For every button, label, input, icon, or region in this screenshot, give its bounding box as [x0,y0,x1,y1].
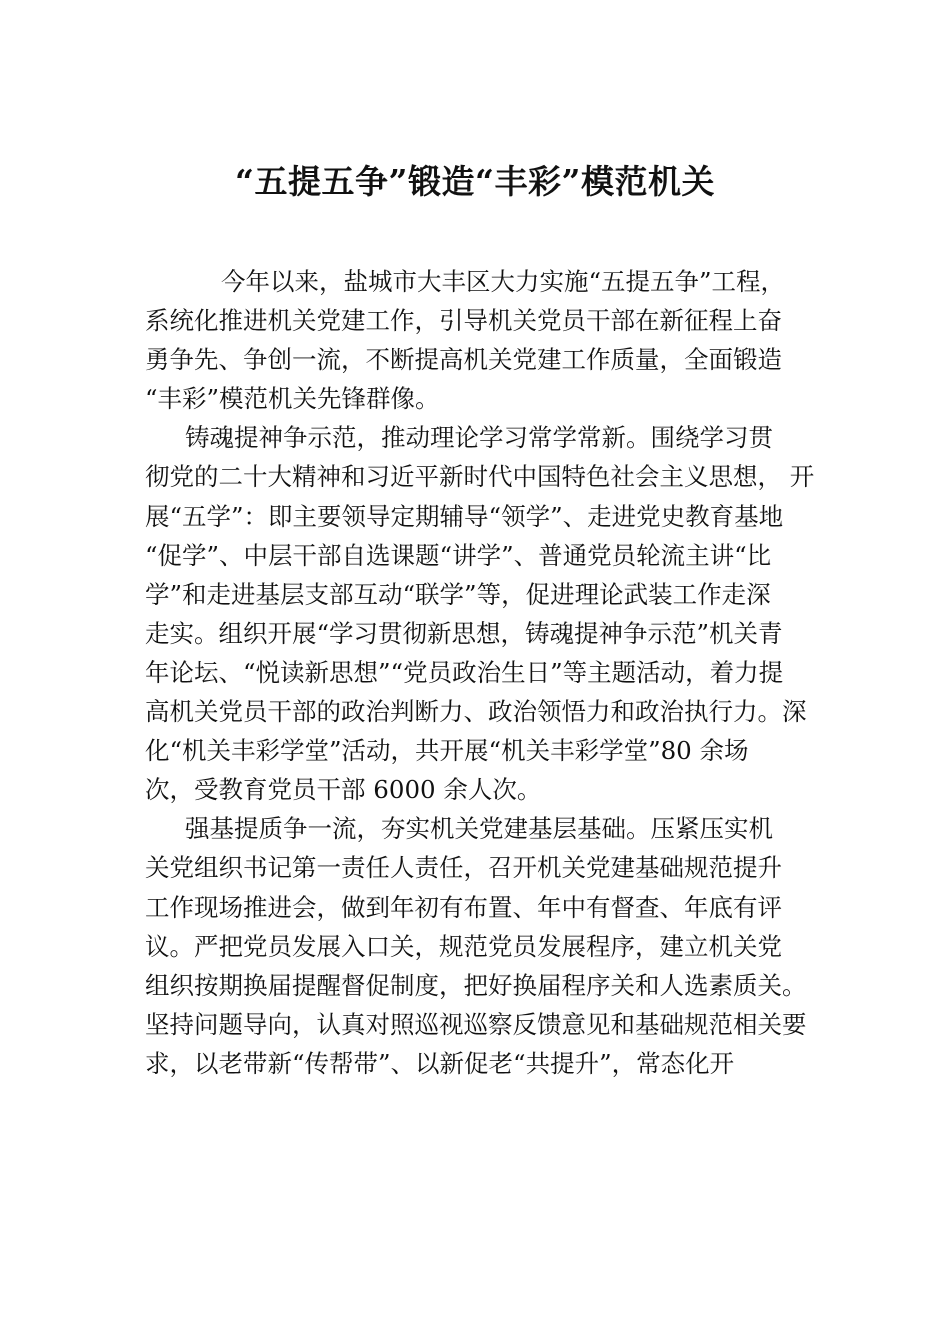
text-line: 彻党的二十大精神和习近平新时代中国特色社会主义思想， 开 [145,462,815,492]
text-line: 关党组织书记第一责任人责任，召开机关党建基础规范提升 [145,853,782,883]
text-line: 走实。组织开展“学习贯彻新思想，铸魂提神争示范”机关青 [145,618,783,648]
text-line: 议。严把党员发展入口关，规范党员发展程序，建立机关党 [145,931,782,961]
text-line: 次，受教育党员干部 6000 余人次。 [145,775,542,805]
paragraph-grassroots [145,809,835,1083]
text-line: 系统化推进机关党建工作，引导机关党员干部在新征程上奋 [145,306,782,336]
text-line: 求，以老带新“传帮带”、以新促老“共提升”，常态化开 [145,1048,735,1078]
text-line: 铸魂提神争示范，推动理论学习常学常新。围绕学习贯 [185,423,773,453]
text-line: 工作现场推进会，做到年初有布置、年中有督查、年底有评 [145,892,782,922]
text-line: 勇争先、争创一流，不断提高机关党建工作质量，全面锻造 [145,345,782,375]
text-line: 坚持问题导向，认真对照巡视巡察反馈意见和基础规范相关要 [145,1009,807,1039]
text-line: 今年以来，盐城市大丰区大力实施“五提五争”工程， [221,267,786,296]
text-line: 高机关党员干部的政治判断力、政治领悟力和政治执行力。深 [145,697,807,727]
text-line: 学”和走进基层支部互动“联学”等，促进理论武装工作走深 [145,579,771,609]
document-body [145,262,835,1083]
text-line: 年论坛、“悦读新思想”“党员政治生日”等主题活动，着力提 [145,657,784,687]
paragraph-intro [145,262,835,418]
text-line: “促学”、中层干部自选课题“讲学”、普通党员轮流主讲“比 [145,540,772,570]
text-line: 强基提质争一流，夯实机关党建基层基础。压紧压实机 [185,814,773,844]
text-line: “丰彩”模范机关先锋群像。 [145,384,440,414]
text-line: 化“机关丰彩学堂”活动，共开展“机关丰彩学堂”80 余场 [145,736,749,766]
text-line: 组织按期换届提醒督促制度，把好换届程序关和人选素质关。 [145,970,807,1000]
text-line: 展“五学”：即主要领导定期辅导“领学”、走进党史教育基地 [145,501,784,531]
document-title: “五提五争”锻造“丰彩”模范机关 [235,162,715,201]
paragraph-theory-study [145,418,835,809]
